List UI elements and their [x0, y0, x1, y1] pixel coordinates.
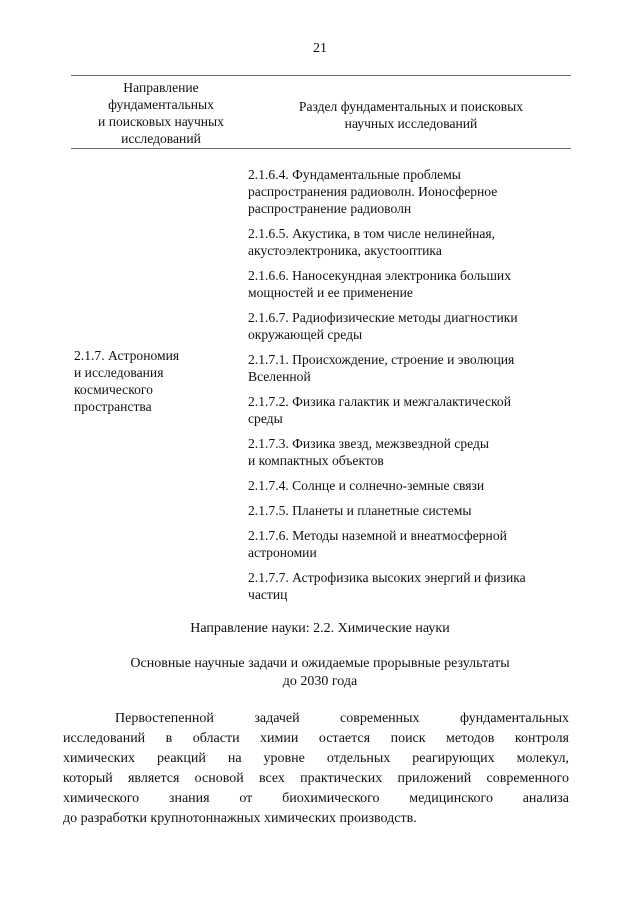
section-line: астрономии [248, 545, 317, 560]
tasks-heading [0, 655, 640, 691]
header-line: Направление [123, 80, 199, 95]
section-entry [248, 569, 573, 603]
direction-line: пространства [74, 399, 152, 414]
section-line: 2.1.7.7. Астрофизика высоких энергий и физика [248, 570, 526, 585]
table-top-rule [71, 75, 571, 76]
section-line: 2.1.7.6. Методы наземной и внеатмосферной [248, 528, 507, 543]
page-number: 21 [313, 41, 327, 56]
section-line: акустоэлектроника, акустооптика [248, 243, 442, 258]
section-entry [248, 435, 573, 469]
header-line: фундаментальных [108, 97, 214, 112]
section-entry [248, 351, 573, 385]
paragraph-line: Первостепенной задачей современных фундаментальных [115, 711, 569, 726]
section-line: Вселенной [248, 369, 311, 384]
section-entry [248, 225, 573, 259]
section-line: 2.1.7.2. Физика галактик и межгалактической [248, 394, 511, 409]
section-line: 2.1.6.4. Фундаментальные проблемы [248, 167, 461, 182]
section-list [248, 166, 573, 611]
direction-line: космического [74, 382, 153, 397]
direction-title: Направление науки: 2.2. Химические науки [190, 621, 450, 636]
section-line: частиц [248, 587, 288, 602]
table-header-direction [71, 79, 251, 147]
section-line: 2.1.7.5. Планеты и планетные системы [248, 503, 472, 518]
header-line: и поисковых научных [98, 114, 224, 129]
paragraph-line: до разработки крупнотоннажных химических производств. [63, 811, 417, 826]
heading-line: Основные научные задачи и ожидаемые прорывные результаты [130, 656, 510, 671]
section-line: 2.1.6.5. Акустика, в том числе нелинейная, [248, 226, 496, 241]
section-entry [248, 309, 573, 343]
section-line: 2.1.7.1. Происхождение, строение и эволюция [248, 352, 515, 367]
header-line: научных исследований [344, 116, 478, 131]
section-line: 2.1.6.7. Радиофизические методы диагностики [248, 310, 518, 325]
body-paragraph [63, 709, 569, 829]
section-line: распространение радиоволн [248, 201, 412, 216]
section-entry [248, 502, 573, 519]
direction-line: 2.1.7. Астрономия [74, 348, 180, 363]
header-line: исследований [121, 131, 201, 146]
section-line: и компактных объектов [248, 453, 384, 468]
section-line: распространения радиоволн. Ионосферное [248, 184, 498, 199]
direction-line: и исследования [74, 365, 164, 380]
heading-line: до 2030 года [282, 674, 358, 689]
section-entry [248, 393, 573, 427]
table-header-section [251, 98, 571, 132]
paragraph-line: который является основой всех практических приложений современного [63, 771, 569, 786]
paragraph-line: химического знания от биохимического медицинского анализа [63, 791, 569, 806]
direction-cell [74, 347, 239, 415]
section-entry [248, 477, 573, 494]
header-line: Раздел фундаментальных и поисковых [298, 99, 524, 114]
paragraph-line: химических реакций на уровне отдельных реагирующих молекул, [63, 751, 569, 766]
paragraph-line: исследований в области химии остается поиск методов контроля [63, 731, 569, 746]
section-line: окружающей среды [248, 327, 363, 342]
section-line: 2.1.7.4. Солнце и солнечно-земные связи [248, 478, 485, 493]
section-line: 2.1.6.6. Наносекундная электроника больших [248, 268, 512, 283]
section-line: 2.1.7.3. Физика звезд, межзвездной среды [248, 436, 490, 451]
section-entry [248, 527, 573, 561]
table-header-rule [71, 148, 571, 149]
section-entry [248, 267, 573, 301]
section-line: среды [248, 411, 283, 426]
section-entry [248, 166, 573, 217]
section-line: мощностей и ее применение [248, 285, 413, 300]
